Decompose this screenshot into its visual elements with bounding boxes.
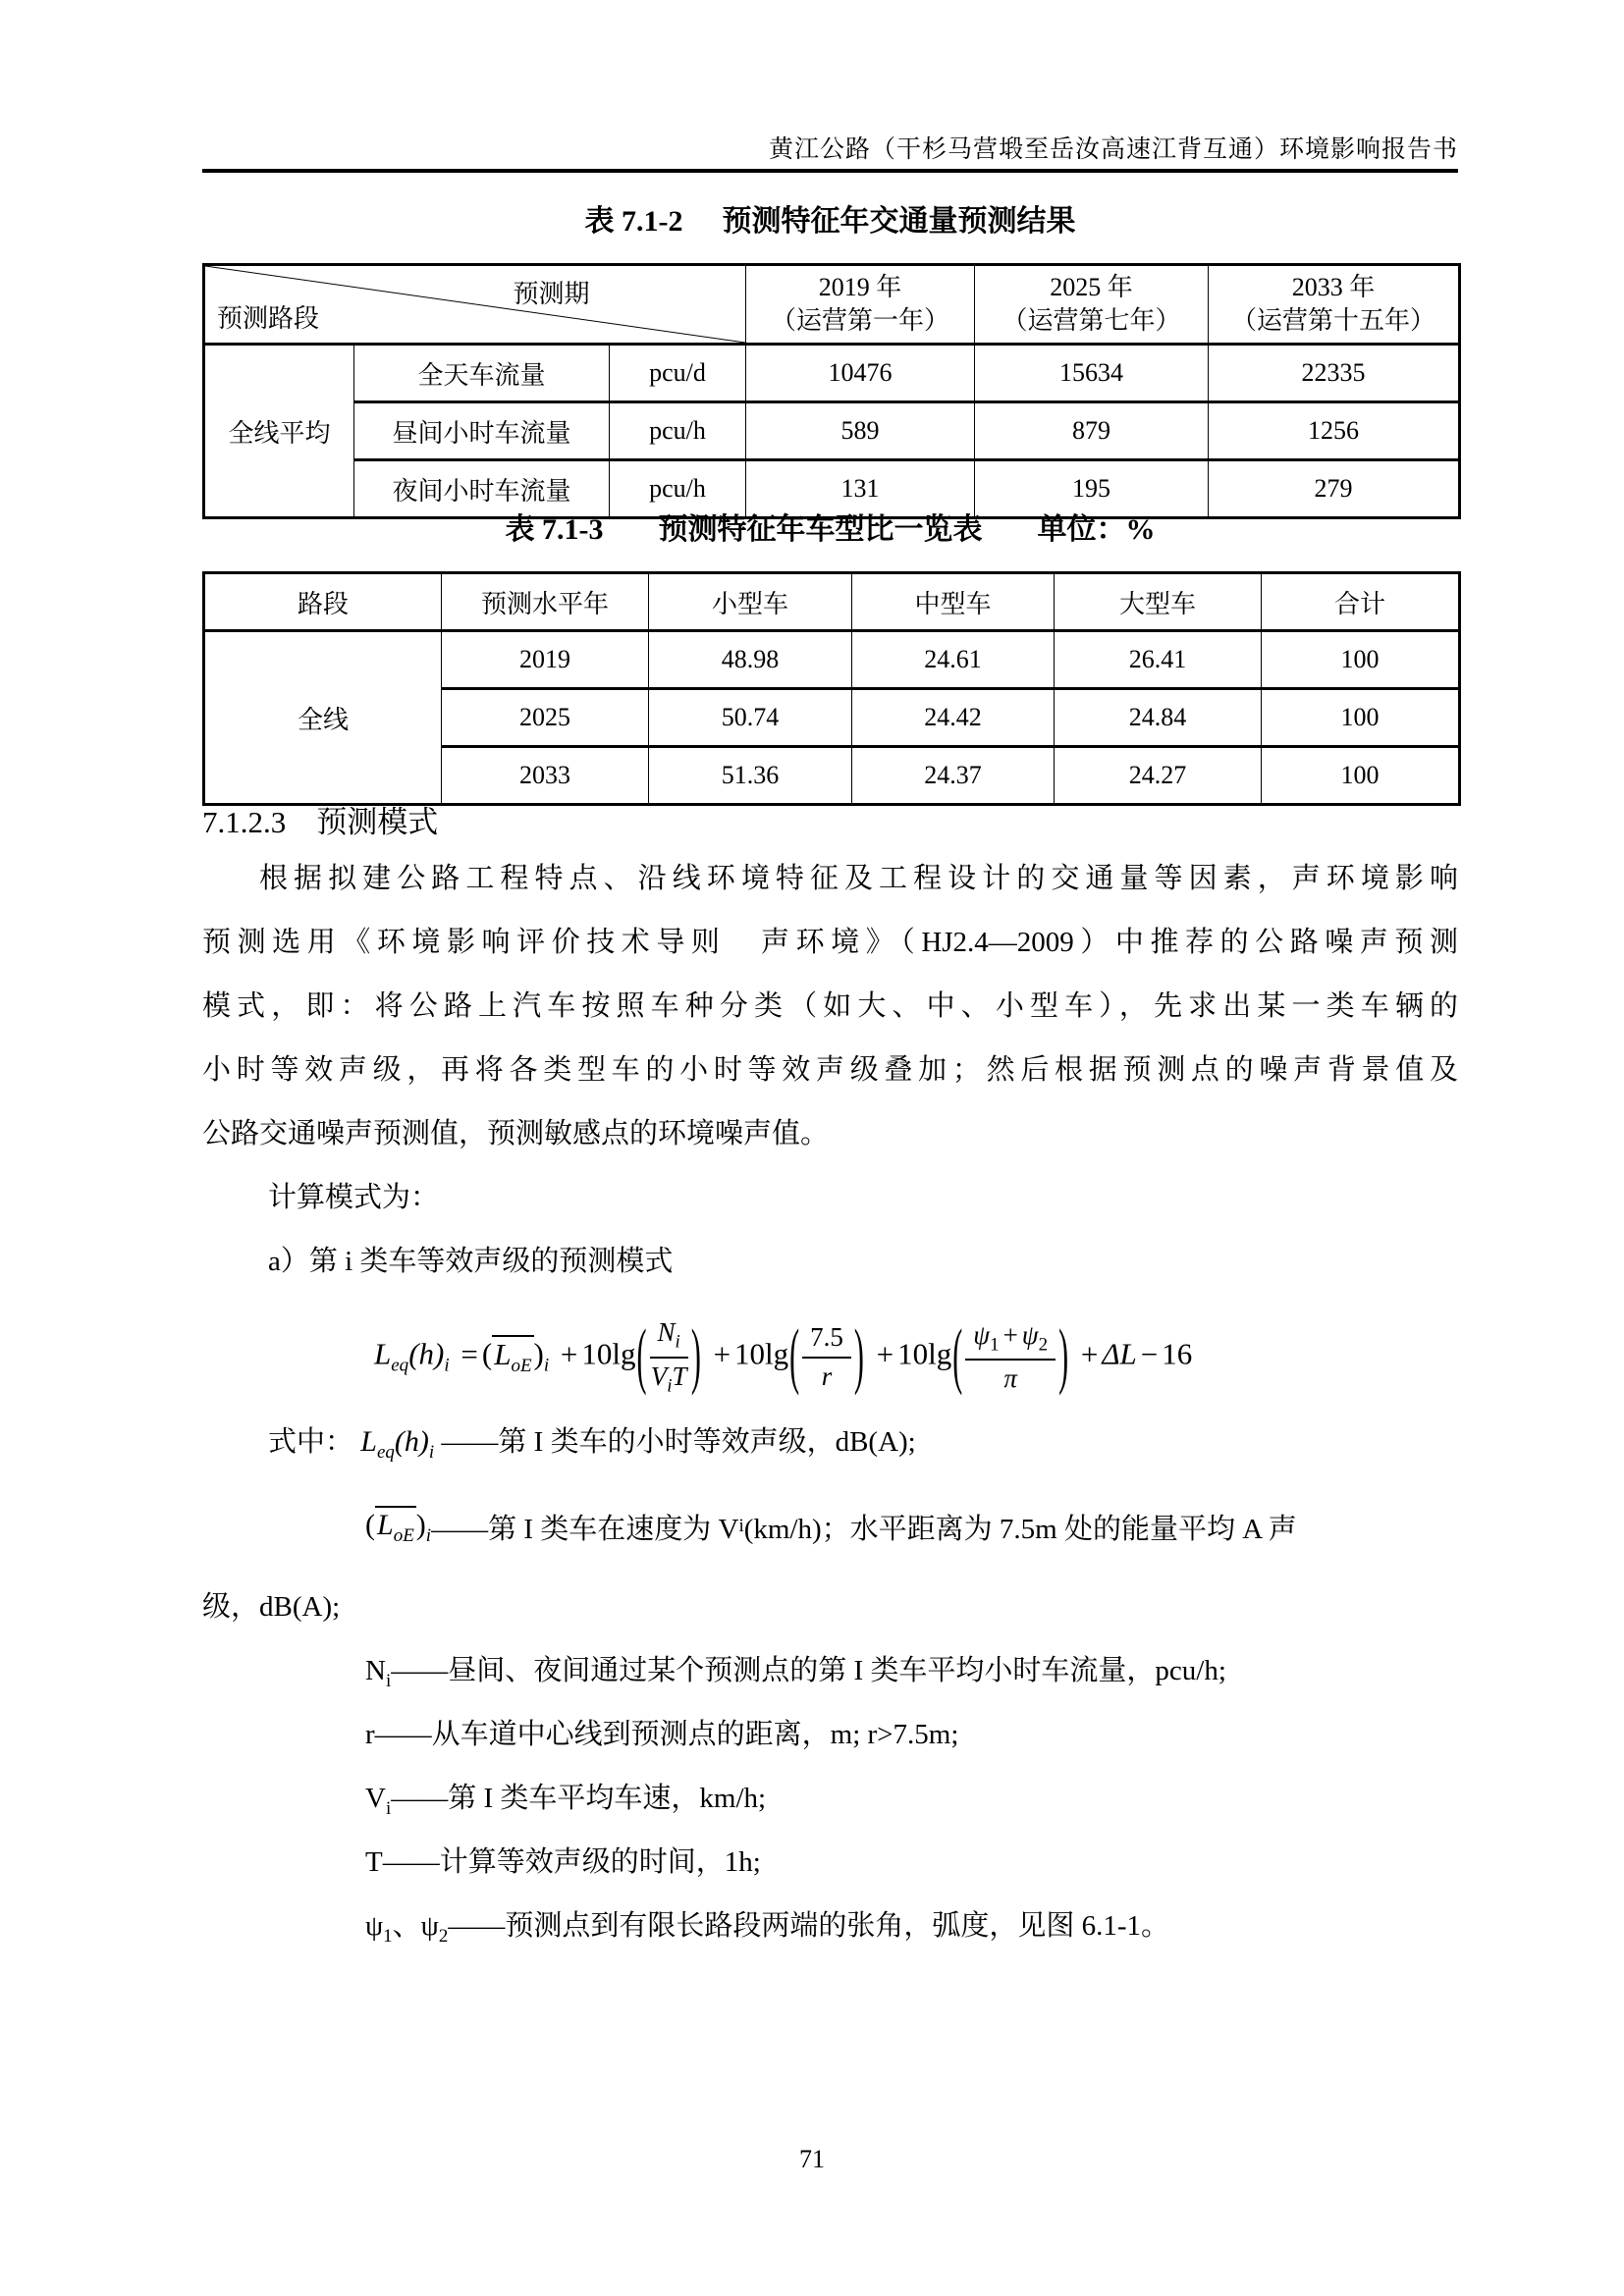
row-group-cell: 全线 bbox=[204, 631, 442, 805]
table-row bbox=[204, 460, 1460, 518]
year-label: 2025 年 bbox=[1050, 273, 1133, 301]
row-group-cell: 全线平均 bbox=[204, 345, 354, 518]
math-token: + bbox=[1080, 1336, 1099, 1371]
traffic-volume-forecast-table bbox=[202, 263, 1461, 519]
math-token: N bbox=[657, 1317, 676, 1348]
year-cell: 2025 bbox=[442, 689, 649, 747]
fraction bbox=[802, 1322, 851, 1391]
math-token: ψ bbox=[1021, 1319, 1039, 1350]
paragraph-line: 预测选用《环境影响评价技术导则 声环境》（HJ2.4—2009）中推荐的公路噪声预测 bbox=[202, 927, 1458, 958]
paragraph-line: 公路交通噪声预测值，预测敏感点的环境噪声值。 bbox=[202, 1118, 830, 1149]
value-cell: 24.27 bbox=[1055, 747, 1262, 805]
math-token: L bbox=[494, 1336, 512, 1371]
paragraph-line: 根据拟建公路工程特点、沿线环境特征及工程设计的交通量等因素，声环境影响 bbox=[259, 863, 1458, 894]
definition-vi bbox=[365, 1767, 766, 1841]
big-paren: ( bbox=[789, 1315, 800, 1397]
fraction-denominator: r bbox=[821, 1361, 833, 1391]
header-title: 黄江公路（干杉马营塅至岳汝高速江背互通）环境影响报告书 bbox=[768, 136, 1458, 163]
unit-cell: pcu/h bbox=[610, 460, 746, 518]
metric-cell: 全天车流量 bbox=[354, 345, 610, 402]
table-header-row bbox=[204, 265, 1460, 345]
definition-text: ——第 I 类车平均车速，km/h; bbox=[391, 1783, 767, 1814]
math-token: i bbox=[428, 1442, 435, 1463]
calc-intro-line: 计算模式为： bbox=[268, 1182, 440, 1213]
value-cell: 131 bbox=[746, 460, 975, 518]
value-cell: 1256 bbox=[1209, 402, 1460, 460]
math-token: V bbox=[365, 1783, 386, 1814]
year-header-2019 bbox=[746, 265, 975, 345]
fraction-numerator: 7.5 bbox=[802, 1322, 851, 1358]
table2-caption-label: 表 7.1-3 bbox=[505, 513, 604, 546]
page-header bbox=[202, 130, 1458, 165]
fraction-numerator bbox=[965, 1320, 1056, 1361]
math-token: 1 bbox=[990, 1334, 1000, 1356]
value-cell: 48.98 bbox=[649, 631, 852, 689]
diag-label-period: 预测期 bbox=[513, 280, 590, 308]
year-label: 2033 年 bbox=[1291, 273, 1376, 301]
math-token: ( bbox=[481, 1336, 493, 1371]
math-token: (h) bbox=[394, 1425, 429, 1458]
metric-cell: 夜间小时车流量 bbox=[354, 460, 610, 518]
math-token: 2 bbox=[1038, 1334, 1049, 1356]
definition-psi bbox=[365, 1895, 1169, 1968]
math-token: ΔL bbox=[1102, 1336, 1137, 1371]
table1-caption-label: 表 7.1-2 bbox=[584, 205, 683, 238]
math-token: i bbox=[543, 1355, 550, 1376]
big-paren: ) bbox=[853, 1315, 864, 1397]
table1-caption-text: 预测特征年交通量预测结果 bbox=[722, 205, 1076, 238]
year-label: 2019 年 bbox=[818, 273, 902, 301]
definition-t bbox=[365, 1831, 761, 1895]
table-row bbox=[204, 345, 1460, 402]
page-number: 71 bbox=[799, 2145, 825, 2173]
math-token: T bbox=[672, 1361, 687, 1391]
value-cell: 100 bbox=[1262, 689, 1460, 747]
math-token: eq bbox=[391, 1355, 409, 1376]
math-token: = bbox=[460, 1336, 478, 1371]
math-token: L bbox=[374, 1336, 392, 1371]
table1-caption bbox=[202, 202, 1458, 241]
math-token: + bbox=[876, 1336, 894, 1371]
math-token: ( bbox=[365, 1509, 375, 1541]
definition-loe bbox=[365, 1487, 1297, 1566]
year-header-2025 bbox=[975, 265, 1209, 345]
definition-text: 级，dB(A); bbox=[202, 1591, 341, 1623]
overline-group bbox=[492, 1335, 533, 1376]
math-token: 2 bbox=[438, 1925, 449, 1947]
math-token: oE bbox=[511, 1355, 532, 1376]
math-token: 10lg bbox=[897, 1336, 952, 1371]
math-token: i bbox=[385, 1670, 392, 1691]
value-cell: 24.42 bbox=[852, 689, 1055, 747]
math-token: oE bbox=[393, 1525, 414, 1546]
math-token: ψ bbox=[365, 1910, 384, 1942]
table2-caption bbox=[202, 510, 1458, 550]
unit-cell: pcu/d bbox=[610, 345, 746, 402]
year-header-2033 bbox=[1209, 265, 1460, 345]
header-cell: 大型车 bbox=[1055, 573, 1262, 631]
header-cell: 小型车 bbox=[649, 573, 852, 631]
math-token: ) bbox=[533, 1336, 544, 1371]
value-cell: 10476 bbox=[746, 345, 975, 402]
math-token: ψ bbox=[420, 1910, 439, 1942]
value-cell: 24.61 bbox=[852, 631, 1055, 689]
math-token: ) bbox=[415, 1509, 426, 1541]
definition-ni bbox=[365, 1639, 1226, 1713]
definition-text: r——从车道中心线到预测点的距离，m; r>7.5m; bbox=[365, 1719, 959, 1750]
overline-group bbox=[375, 1506, 416, 1546]
fraction-numerator bbox=[650, 1317, 688, 1358]
value-cell: 50.74 bbox=[649, 689, 852, 747]
value-cell: 22335 bbox=[1209, 345, 1460, 402]
math-group bbox=[360, 1425, 435, 1463]
math-token: i bbox=[667, 1374, 673, 1396]
paragraph-line: 小时等效声级，再将各类型车的小时等效声级叠加；然后根据预测点的噪声背景值及 bbox=[202, 1054, 1458, 1086]
value-cell: 24.84 bbox=[1055, 689, 1262, 747]
value-cell: 100 bbox=[1262, 747, 1460, 805]
value-cell: 195 bbox=[975, 460, 1209, 518]
definition-loe-cont bbox=[202, 1575, 340, 1639]
year-note: （运营第一年） bbox=[771, 306, 950, 335]
value-cell: 15634 bbox=[975, 345, 1209, 402]
header-cell: 中型车 bbox=[852, 573, 1055, 631]
body-paragraph bbox=[202, 847, 1458, 1294]
value-cell: 26.41 bbox=[1055, 631, 1262, 689]
fraction-denominator bbox=[651, 1359, 687, 1397]
math-token: i bbox=[675, 1331, 680, 1353]
leq-equation bbox=[374, 1301, 1192, 1414]
caption-gap bbox=[983, 510, 1038, 550]
table-row bbox=[204, 631, 1460, 689]
math-token: 、 bbox=[392, 1910, 421, 1942]
diagonal-header-cell bbox=[204, 265, 746, 345]
math-token: (h) bbox=[408, 1336, 445, 1371]
math-token: + bbox=[713, 1336, 731, 1371]
year-cell: 2019 bbox=[442, 631, 649, 689]
year-note: （运营第七年） bbox=[1001, 306, 1181, 335]
equation-content bbox=[374, 1317, 1192, 1396]
definition-prefix: 式中： bbox=[268, 1426, 354, 1458]
header-rule bbox=[202, 169, 1458, 173]
math-token: N bbox=[365, 1655, 386, 1686]
metric-cell: 昼间小时车流量 bbox=[354, 402, 610, 460]
section-heading: 7.1.2.3 预测模式 bbox=[202, 805, 439, 839]
big-paren: ) bbox=[1058, 1315, 1069, 1397]
math-token: L bbox=[377, 1509, 394, 1541]
math-group bbox=[365, 1506, 431, 1547]
definition-text: ——第 I 类车的小时等效声级，dB(A); bbox=[441, 1426, 916, 1458]
header-cell: 预测水平年 bbox=[442, 573, 649, 631]
math-token: 10lg bbox=[734, 1336, 789, 1371]
diag-label-segment: 预测路段 bbox=[217, 304, 320, 333]
math-token: i bbox=[738, 1516, 744, 1536]
big-paren: ( bbox=[952, 1315, 963, 1397]
definition-text: T——计算等效声级的时间，1h; bbox=[365, 1846, 761, 1878]
value-cell: 589 bbox=[746, 402, 975, 460]
paragraph-line: 模式，即：将公路上汽车按照车种分类（如大、中、小型车），先求出某一类车辆的 bbox=[202, 990, 1458, 1022]
value-cell: 279 bbox=[1209, 460, 1460, 518]
value-cell: 100 bbox=[1262, 631, 1460, 689]
table-header-row bbox=[204, 573, 1460, 631]
definition-r bbox=[365, 1703, 958, 1767]
math-token: ψ bbox=[973, 1319, 991, 1350]
table-row bbox=[204, 402, 1460, 460]
big-paren: ) bbox=[690, 1315, 701, 1397]
caption-gap bbox=[683, 202, 723, 241]
definition-text: ——昼间、夜间通过某个预测点的第 I 类车平均小时车流量，pcu/h; bbox=[391, 1655, 1226, 1686]
math-token: i bbox=[444, 1355, 450, 1376]
definition-text: (km/h)；水平距离为 7.5m 处的能量平均 A 声 bbox=[743, 1513, 1297, 1545]
fraction-denominator: π bbox=[1003, 1363, 1017, 1394]
math-token: 10lg bbox=[581, 1336, 636, 1371]
math-token: − bbox=[1140, 1336, 1159, 1371]
big-paren: ( bbox=[636, 1315, 647, 1397]
year-note: （运营第十五年） bbox=[1231, 306, 1436, 335]
caption-gap bbox=[604, 510, 659, 550]
definition-leq bbox=[268, 1410, 916, 1484]
value-cell: 51.36 bbox=[649, 747, 852, 805]
math-token: 16 bbox=[1162, 1336, 1193, 1371]
fraction bbox=[965, 1320, 1056, 1394]
math-token: i bbox=[385, 1797, 392, 1819]
math-token: 1 bbox=[383, 1925, 393, 1947]
value-cell: 879 bbox=[975, 402, 1209, 460]
math-token: i bbox=[425, 1525, 432, 1546]
table2-caption-unit: 单位：% bbox=[1037, 513, 1156, 546]
math-token: V bbox=[650, 1361, 668, 1391]
fraction bbox=[650, 1317, 688, 1396]
vehicle-type-ratio-table bbox=[202, 571, 1461, 806]
value-cell: 24.37 bbox=[852, 747, 1055, 805]
math-token: + bbox=[560, 1336, 578, 1371]
header-cell: 合计 bbox=[1262, 573, 1460, 631]
math-token: + bbox=[1002, 1319, 1018, 1350]
item-a-line: a）第 i 类车等效声级的预测模式 bbox=[268, 1246, 674, 1277]
year-cell: 2033 bbox=[442, 747, 649, 805]
table2-caption-text: 预测特征年车型比一览表 bbox=[658, 513, 983, 546]
definition-text: ——预测点到有限长路段两端的张角，弧度，见图 6.1-1。 bbox=[448, 1910, 1169, 1942]
header-cell: 路段 bbox=[204, 573, 442, 631]
math-token: eq bbox=[376, 1442, 395, 1463]
math-token: L bbox=[360, 1425, 377, 1458]
unit-cell: pcu/h bbox=[610, 402, 746, 460]
definition-text: ——第 I 类车在速度为 V bbox=[431, 1513, 739, 1545]
